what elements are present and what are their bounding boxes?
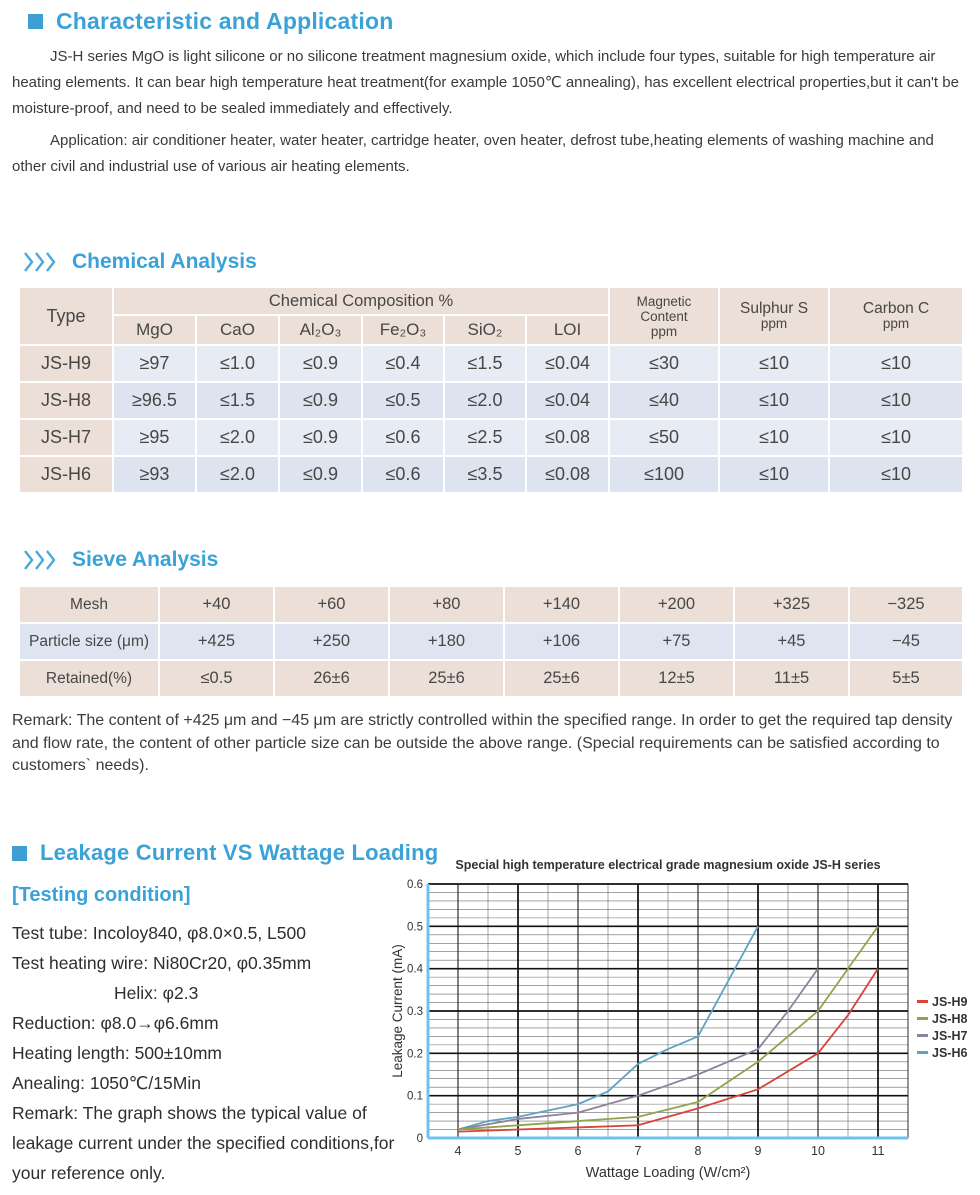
sieve-value-cell: +60 <box>274 586 389 623</box>
chem-value-cell: ≤2.5 <box>444 419 526 456</box>
chem-value-cell: ≤10 <box>719 456 829 493</box>
svg-text:0.5: 0.5 <box>407 921 423 934</box>
legend-label: JS-H7 <box>932 1028 968 1043</box>
legend-item-JS-H9 <box>917 993 967 1010</box>
sieve-row-1 <box>19 623 963 660</box>
chem-value-cell: ≤100 <box>609 456 719 493</box>
section-title-leakage: Leakage Current VS Wattage Loading <box>40 840 439 865</box>
legend-dash-icon <box>917 1051 928 1054</box>
chem-row-JS-H8 <box>19 382 963 419</box>
legend-dash-icon <box>917 1034 928 1037</box>
chem-value-cell: ≥97 <box>113 345 196 382</box>
svg-text:8: 8 <box>694 1144 702 1158</box>
section-title-chemical: Chemical Analysis <box>72 250 257 273</box>
leakage-chart <box>390 853 980 1195</box>
chem-value-cell: ≤1.0 <box>196 345 279 382</box>
chem-comp-col-3: Fe₂O₃ <box>362 315 444 345</box>
sieve-value-cell: +106 <box>504 623 619 660</box>
svg-text:5: 5 <box>514 1144 522 1158</box>
svg-text:4: 4 <box>454 1144 462 1158</box>
sieve-value-cell: +325 <box>734 586 849 623</box>
leakage-chart-canvas <box>390 853 980 1195</box>
testing-condition-label: [Testing condition] <box>12 884 191 906</box>
chemical-analysis-header <box>22 250 257 274</box>
carbon-line1: Carbon C <box>862 300 930 317</box>
sieve-value-cell: +140 <box>504 586 619 623</box>
characteristic-section-header <box>28 8 393 35</box>
chem-header-row-1 <box>19 287 963 315</box>
condition-line-1: Test heating wire: Ni80Cr20, φ0.35mm <box>12 953 312 973</box>
chem-header-composition: Chemical Composition % <box>113 287 609 315</box>
svg-text:0.3: 0.3 <box>407 1006 423 1018</box>
chart-legend <box>917 993 967 1061</box>
chem-value-cell: ≥93 <box>113 456 196 493</box>
magnetic-line2: Content <box>640 308 688 324</box>
sieve-value-cell: 25±6 <box>504 660 619 697</box>
magnetic-line3: ppm <box>650 323 678 339</box>
chem-comp-col-0: MgO <box>113 315 196 345</box>
condition-line-4: Heating length: 500±10mm <box>12 1043 223 1063</box>
chem-value-cell: ≤10 <box>719 419 829 456</box>
chem-value-cell: ≤0.4 <box>362 345 444 382</box>
chem-value-cell: ≤0.6 <box>362 419 444 456</box>
chem-type-cell: JS-H6 <box>19 456 113 493</box>
sieve-value-cell: 26±6 <box>274 660 389 697</box>
application-paragraph: Application: air conditioner heater, water heater, cartridge heater, oven heater, defrost tube,heating elements of washing machine and other civil and industrial use of various air heating elements. <box>12 132 934 175</box>
chem-type-cell: JS-H9 <box>19 345 113 382</box>
legend-label: JS-H9 <box>932 994 968 1009</box>
chem-value-cell: ≤0.08 <box>526 456 609 493</box>
sieve-value-cell: 25±6 <box>389 660 504 697</box>
carbon-line2: ppm <box>882 316 910 331</box>
sulphur-line1: Sulphur S <box>740 300 809 317</box>
legend-item-JS-H6 <box>917 1044 967 1061</box>
sieve-value-cell: +40 <box>159 586 274 623</box>
chemical-analysis-table <box>18 286 964 494</box>
chem-value-cell: ≤40 <box>609 382 719 419</box>
sieve-value-cell: +250 <box>274 623 389 660</box>
svg-text:6: 6 <box>574 1144 582 1158</box>
chem-type-cell: JS-H7 <box>19 419 113 456</box>
chem-value-cell: ≥95 <box>113 419 196 456</box>
leakage-remark: Remark: The graph shows the typical value of leakage current under the specified conditions,for your reference only. <box>12 1103 395 1183</box>
svg-text:9: 9 <box>754 1144 762 1158</box>
sieve-value-cell: −45 <box>849 623 963 660</box>
chem-row-JS-H6 <box>19 456 963 493</box>
section-title-characteristic: Characteristic and Application <box>56 8 394 34</box>
sieve-row-2 <box>19 660 963 697</box>
blue-square-bullet-icon <box>28 14 43 29</box>
chem-comp-col-4: SiO₂ <box>444 315 526 345</box>
sieve-value-cell: ≤0.5 <box>159 660 274 697</box>
sieve-value-cell: +80 <box>389 586 504 623</box>
sieve-row-label: Mesh <box>19 586 159 623</box>
sieve-remark: Remark: The content of +425 μm and −45 μm are strictly controlled within the specified range. In order to get the required tap density and flow rate, the content of other particle size can be outside the above range. (Special requirements can be satisfied according to customers` needs). <box>12 712 953 774</box>
chem-value-cell: ≤0.9 <box>279 456 362 493</box>
chem-value-cell: ≤30 <box>609 345 719 382</box>
svg-text:Wattage Loading (W/cm²): Wattage Loading (W/cm²) <box>585 1165 751 1181</box>
triple-chevron-icon <box>22 251 60 273</box>
chem-type-cell: JS-H8 <box>19 382 113 419</box>
condition-line-2: Helix: φ2.3 <box>114 983 199 1003</box>
svg-text:Special high temperature elect: Special high temperature electrical grade magnesium oxide JS-H series <box>455 858 881 872</box>
leakage-section-header <box>12 840 438 866</box>
chem-value-cell: ≤1.5 <box>444 345 526 382</box>
svg-text:0.4: 0.4 <box>407 963 423 976</box>
testing-condition-list <box>12 918 406 1188</box>
chem-header-type: Type <box>19 287 113 345</box>
chem-value-cell: ≤0.9 <box>279 345 362 382</box>
chem-value-cell: ≤2.0 <box>196 419 279 456</box>
svg-text:0.6: 0.6 <box>407 879 423 891</box>
sieve-value-cell: 11±5 <box>734 660 849 697</box>
svg-text:0.2: 0.2 <box>407 1048 423 1061</box>
legend-dash-icon <box>917 1017 928 1020</box>
sieve-value-cell: +425 <box>159 623 274 660</box>
section-title-sieve: Sieve Analysis <box>72 548 219 571</box>
chem-value-cell: ≤10 <box>829 419 963 456</box>
legend-label: JS-H6 <box>932 1045 968 1060</box>
svg-text:0.1: 0.1 <box>407 1090 423 1103</box>
condition-line-3: Reduction: φ8.0→φ6.6mm <box>12 1013 219 1033</box>
characteristic-paragraph: JS-H series MgO is light silicone or no silicone treatment magnesium oxide, which include four types, suitable for high temperature air heating elements. It can bear high temperature heat treatment(for example 1050℃ annealing), has excellent electrical properties,but it can't be moisture-proof, and need to be sealed immediately and effectively. <box>12 48 959 117</box>
svg-text:10: 10 <box>811 1144 825 1158</box>
chem-value-cell: ≤3.5 <box>444 456 526 493</box>
chem-value-cell: ≤10 <box>829 382 963 419</box>
sieve-value-cell: +180 <box>389 623 504 660</box>
sieve-value-cell: 5±5 <box>849 660 963 697</box>
svg-text:Leakage Current (mA): Leakage Current (mA) <box>390 944 405 1078</box>
chem-value-cell: ≤10 <box>829 345 963 382</box>
chem-header-carbon <box>829 287 963 345</box>
chem-row-JS-H9 <box>19 345 963 382</box>
svg-text:11: 11 <box>871 1144 885 1158</box>
chem-header-magnetic <box>609 287 719 345</box>
legend-dash-icon <box>917 1000 928 1003</box>
condition-line-5: Anealing: 1050℃/15Min <box>12 1073 201 1093</box>
chem-value-cell: ≤2.0 <box>444 382 526 419</box>
chem-comp-col-1: CaO <box>196 315 279 345</box>
chem-value-cell: ≤10 <box>719 382 829 419</box>
chem-value-cell: ≥96.5 <box>113 382 196 419</box>
magnetic-line1: Magnetic <box>636 293 692 309</box>
sieve-value-cell: +200 <box>619 586 734 623</box>
sieve-value-cell: +45 <box>734 623 849 660</box>
chem-header-sulphur <box>719 287 829 345</box>
sieve-value-cell: 12±5 <box>619 660 734 697</box>
sieve-value-cell: −325 <box>849 586 963 623</box>
sieve-analysis-table <box>18 585 964 698</box>
chem-value-cell: ≤50 <box>609 419 719 456</box>
chem-value-cell: ≤0.04 <box>526 382 609 419</box>
svg-text:0: 0 <box>416 1133 423 1145</box>
sieve-row-label: Particle size (μm) <box>19 623 159 660</box>
legend-label: JS-H8 <box>932 1011 968 1026</box>
sieve-analysis-header <box>22 548 218 572</box>
chem-value-cell: ≤2.0 <box>196 456 279 493</box>
chem-value-cell: ≤0.08 <box>526 419 609 456</box>
chem-value-cell: ≤0.5 <box>362 382 444 419</box>
chem-value-cell: ≤10 <box>719 345 829 382</box>
blue-square-bullet-icon <box>12 846 27 861</box>
condition-line-0: Test tube: Incoloy840, φ8.0×0.5, L500 <box>12 923 306 943</box>
chem-value-cell: ≤1.5 <box>196 382 279 419</box>
chem-comp-col-2: Al₂O₃ <box>279 315 362 345</box>
legend-item-JS-H8 <box>917 1010 967 1027</box>
chem-value-cell: ≤0.9 <box>279 382 362 419</box>
chem-value-cell: ≤10 <box>829 456 963 493</box>
sieve-row-label: Retained(%) <box>19 660 159 697</box>
chem-value-cell: ≤0.6 <box>362 456 444 493</box>
chem-row-JS-H7 <box>19 419 963 456</box>
chem-value-cell: ≤0.9 <box>279 419 362 456</box>
sieve-value-cell: +75 <box>619 623 734 660</box>
triple-chevron-icon <box>22 549 60 571</box>
legend-item-JS-H7 <box>917 1027 967 1044</box>
sulphur-line2: ppm <box>760 316 788 331</box>
chem-comp-col-5: LOI <box>526 315 609 345</box>
sieve-row-0 <box>19 586 963 623</box>
chem-value-cell: ≤0.04 <box>526 345 609 382</box>
svg-text:7: 7 <box>634 1144 642 1158</box>
